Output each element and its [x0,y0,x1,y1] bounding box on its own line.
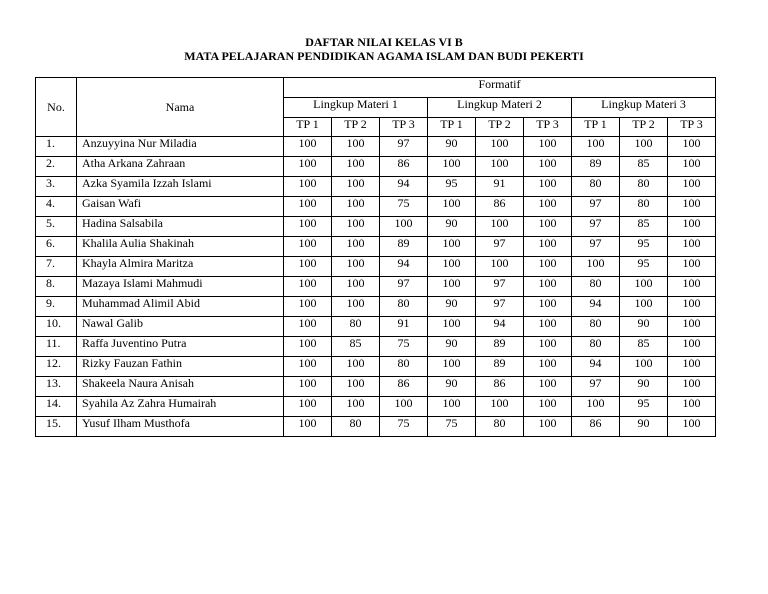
score-cell: 80 [620,197,668,217]
score-cell: 100 [668,337,716,357]
header-tp: TP 1 [428,118,476,137]
score-cell: 94 [380,257,428,277]
score-cell: 80 [572,317,620,337]
table-row [36,257,716,277]
score-cell: 100 [428,357,476,377]
score-cell: 89 [572,157,620,177]
student-name: Raffa Juventino Putra [77,337,284,357]
score-cell: 85 [620,337,668,357]
score-cell: 100 [668,237,716,257]
score-cell: 100 [572,257,620,277]
row-number: 11. [36,337,77,357]
score-cell: 100 [428,237,476,257]
score-cell: 100 [284,357,332,377]
score-cell: 90 [428,297,476,317]
score-cell: 100 [668,257,716,277]
score-cell: 94 [572,357,620,377]
score-cell: 89 [476,357,524,377]
score-cell: 100 [332,357,380,377]
score-cell: 100 [524,337,572,357]
score-cell: 86 [476,377,524,397]
score-cell: 97 [572,217,620,237]
score-cell: 100 [476,217,524,237]
score-cell: 100 [524,417,572,437]
header-no: No. [36,78,77,137]
student-name: Atha Arkana Zahraan [77,157,284,177]
table-row [36,417,716,437]
score-cell: 100 [668,217,716,237]
table-row [36,277,716,297]
student-name: Mazaya Islami Mahmudi [77,277,284,297]
score-cell: 100 [284,417,332,437]
score-cell: 100 [620,277,668,297]
score-cell: 86 [380,157,428,177]
score-cell: 100 [668,377,716,397]
score-cell: 100 [332,217,380,237]
student-name: Yusuf Ilham Musthofa [77,417,284,437]
score-cell: 90 [428,337,476,357]
score-cell: 94 [476,317,524,337]
score-cell: 100 [332,397,380,417]
row-number: 6. [36,237,77,257]
score-cell: 100 [284,217,332,237]
header-tp: TP 3 [668,118,716,137]
header-materi-2: Lingkup Materi 2 [428,98,572,118]
student-name: Azka Syamila Izzah Islami [77,177,284,197]
document-subtitle: MATA PELAJARAN PENDIDIKAN AGAMA ISLAM DAN BUDI PEKERTI [184,49,584,63]
row-number: 3. [36,177,77,197]
score-cell: 95 [620,237,668,257]
student-name: Rizky Fauzan Fathin [77,357,284,377]
table-row [36,297,716,317]
score-cell: 97 [572,377,620,397]
score-cell: 100 [380,217,428,237]
score-cell: 100 [284,277,332,297]
score-cell: 100 [668,357,716,377]
table-row [36,357,716,377]
score-cell: 97 [572,197,620,217]
table-row [36,237,716,257]
score-cell: 100 [284,337,332,357]
score-cell: 100 [524,397,572,417]
score-cell: 100 [284,197,332,217]
score-cell: 80 [380,297,428,317]
row-number: 12. [36,357,77,377]
header-tp: TP 3 [524,118,572,137]
score-cell: 97 [476,297,524,317]
student-name: Muhammad Alimil Abid [77,297,284,317]
score-cell: 100 [284,237,332,257]
header-name: Nama [77,78,284,137]
row-number: 13. [36,377,77,397]
header-tp: TP 2 [620,118,668,137]
score-cell: 100 [620,357,668,377]
score-cell: 100 [524,137,572,157]
score-cell: 100 [668,157,716,177]
score-cell: 100 [428,197,476,217]
score-cell: 85 [620,157,668,177]
table-row [36,397,716,417]
score-cell: 100 [332,377,380,397]
score-cell: 89 [380,237,428,257]
score-cell: 100 [668,137,716,157]
score-cell: 90 [620,377,668,397]
score-cell: 95 [620,257,668,277]
header-tp: TP 1 [572,118,620,137]
score-cell: 75 [428,417,476,437]
score-cell: 100 [284,317,332,337]
table-row [36,177,716,197]
score-cell: 100 [332,157,380,177]
score-cell: 100 [572,397,620,417]
score-cell: 100 [428,317,476,337]
score-cell: 90 [620,317,668,337]
score-cell: 100 [332,177,380,197]
grades-table [35,77,716,437]
score-cell: 94 [380,177,428,197]
score-cell: 80 [620,177,668,197]
header-materi-3: Lingkup Materi 3 [572,98,716,118]
score-cell: 91 [476,177,524,197]
score-cell: 97 [380,277,428,297]
score-cell: 86 [476,197,524,217]
row-number: 7. [36,257,77,277]
document-title: DAFTAR NILAI KELAS VI B [305,35,463,49]
score-cell: 100 [524,257,572,277]
table-row [36,337,716,357]
header-tp: TP 2 [332,118,380,137]
score-cell: 100 [428,277,476,297]
score-cell: 86 [380,377,428,397]
student-name: Anzuyyina Nur Miladia [77,137,284,157]
score-cell: 100 [668,397,716,417]
score-cell: 100 [524,377,572,397]
row-number: 8. [36,277,77,297]
score-cell: 100 [668,277,716,297]
score-cell: 90 [428,377,476,397]
student-name: Hadina Salsabila [77,217,284,237]
score-cell: 75 [380,337,428,357]
row-number: 2. [36,157,77,177]
score-cell: 100 [668,417,716,437]
table-row [36,137,716,157]
score-cell: 100 [572,137,620,157]
score-cell: 100 [668,317,716,337]
score-cell: 100 [284,157,332,177]
score-cell: 85 [620,217,668,237]
score-cell: 90 [620,417,668,437]
score-cell: 100 [668,297,716,317]
row-number: 1. [36,137,77,157]
score-cell: 97 [476,277,524,297]
score-cell: 91 [380,317,428,337]
score-cell: 100 [668,197,716,217]
score-cell: 100 [668,177,716,197]
score-cell: 80 [572,177,620,197]
row-number: 5. [36,217,77,237]
score-cell: 100 [524,297,572,317]
score-cell: 86 [572,417,620,437]
student-name: Khayla Almira Maritza [77,257,284,277]
table-row [36,317,716,337]
row-number: 4. [36,197,77,217]
score-cell: 97 [380,137,428,157]
score-cell: 100 [476,137,524,157]
score-cell: 100 [524,217,572,237]
header-tp: TP 3 [380,118,428,137]
score-cell: 100 [380,397,428,417]
score-cell: 100 [524,317,572,337]
score-cell: 85 [332,337,380,357]
score-cell: 80 [332,417,380,437]
score-cell: 90 [428,137,476,157]
student-name: Khalila Aulia Shakinah [77,237,284,257]
table-header [36,78,716,137]
score-cell: 97 [476,237,524,257]
score-cell: 100 [284,257,332,277]
score-cell: 100 [428,157,476,177]
score-cell: 89 [476,337,524,357]
score-cell: 100 [284,397,332,417]
score-cell: 100 [332,137,380,157]
score-cell: 80 [476,417,524,437]
score-cell: 100 [476,257,524,277]
score-cell: 95 [620,397,668,417]
score-cell: 100 [332,277,380,297]
student-name: Nawal Galib [77,317,284,337]
score-cell: 100 [332,237,380,257]
score-cell: 100 [524,357,572,377]
score-cell: 100 [332,297,380,317]
header-tp: TP 2 [476,118,524,137]
table-body [36,137,716,437]
student-name: Shakeela Naura Anisah [77,377,284,397]
score-cell: 100 [620,137,668,157]
score-cell: 90 [428,217,476,237]
score-cell: 100 [524,177,572,197]
score-cell: 100 [476,157,524,177]
score-cell: 100 [284,377,332,397]
score-cell: 80 [332,317,380,337]
table-row [36,157,716,177]
header-materi-1: Lingkup Materi 1 [284,98,428,118]
score-cell: 100 [524,197,572,217]
row-number: 9. [36,297,77,317]
table-row [36,197,716,217]
score-cell: 100 [284,177,332,197]
score-cell: 100 [332,197,380,217]
score-cell: 80 [572,337,620,357]
score-cell: 100 [284,137,332,157]
row-number: 15. [36,417,77,437]
score-cell: 80 [380,357,428,377]
score-cell: 100 [332,257,380,277]
student-name: Syahila Az Zahra Humairah [77,397,284,417]
score-cell: 100 [620,297,668,317]
score-cell: 100 [476,397,524,417]
score-cell: 95 [428,177,476,197]
header-tp: TP 1 [284,118,332,137]
score-cell: 80 [572,277,620,297]
score-cell: 75 [380,417,428,437]
score-cell: 97 [572,237,620,257]
table-row [36,377,716,397]
row-number: 14. [36,397,77,417]
score-cell: 94 [572,297,620,317]
row-number: 10. [36,317,77,337]
score-cell: 100 [284,297,332,317]
student-name: Gaisan Wafi [77,197,284,217]
table-row [36,217,716,237]
score-cell: 100 [428,257,476,277]
score-cell: 100 [524,237,572,257]
score-cell: 100 [428,397,476,417]
header-formatif: Formatif [284,78,716,98]
score-cell: 100 [524,157,572,177]
score-cell: 100 [524,277,572,297]
score-cell: 75 [380,197,428,217]
